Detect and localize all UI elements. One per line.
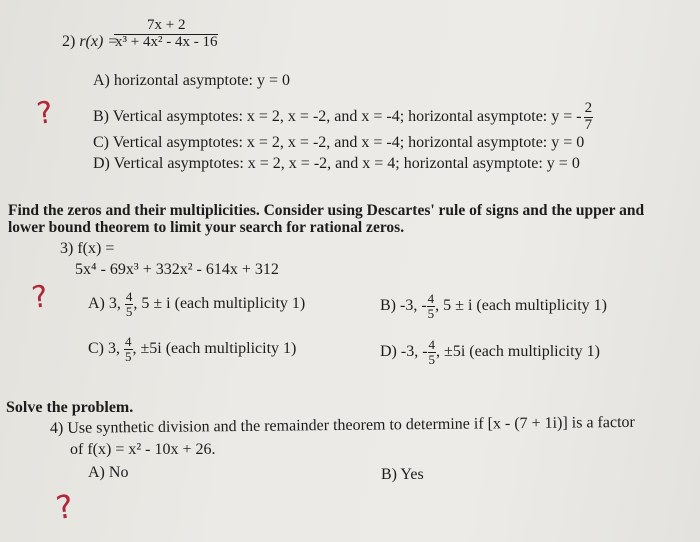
q3-option-d-pre: D) -3, - bbox=[380, 342, 428, 360]
q3-option-c-post: , ±5i (each multiplicity 1) bbox=[132, 339, 297, 357]
q3-option-b[interactable] bbox=[380, 292, 607, 320]
q3-option-d-fraction bbox=[428, 338, 437, 366]
q3-option-b-pre: B) -3, - bbox=[380, 296, 427, 314]
q4-line1: 4) Use synthetic division and the remainder theorem to determine if [x - (7 + 1i)] is a factor bbox=[49, 413, 635, 437]
q3-option-a-post: , 5 ± i (each multiplicity 1) bbox=[133, 294, 306, 312]
q3-option-d-den: 5 bbox=[428, 351, 436, 367]
q2-label bbox=[62, 33, 118, 51]
q2-numerator: 7x + 2 bbox=[114, 18, 218, 35]
q2-handwritten-question-mark: ? bbox=[34, 95, 56, 132]
q3-option-d[interactable] bbox=[380, 338, 600, 366]
q2-option-b[interactable] bbox=[93, 101, 593, 134]
q2-option-b-fraction bbox=[584, 101, 594, 134]
q3-option-d-num: 4 bbox=[428, 337, 436, 352]
q3-option-b-post: , 5 ± i (each multiplicity 1) bbox=[435, 296, 608, 314]
q2-number: 2) bbox=[62, 33, 76, 50]
q3-option-c-fraction bbox=[124, 335, 133, 363]
q3-option-d-post: , ±5i (each multiplicity 1) bbox=[436, 342, 600, 360]
q3-option-c[interactable] bbox=[88, 335, 296, 363]
q3-label: 3) f(x) = bbox=[60, 240, 115, 257]
q3-option-b-fraction bbox=[427, 292, 436, 320]
section1-instructions-line2: lower bound theorem to limit your search for rational zeros. bbox=[8, 219, 405, 236]
q2-option-c[interactable]: C) Vertical asymptotes: x = 2, x = -2, and x = -4; horizontal asymptote: y = 0 bbox=[93, 134, 585, 151]
q2-option-d[interactable]: D) Vertical asymptotes: x = 2, x = -2, and x = 4; horizontal asymptote: y = 0 bbox=[93, 155, 580, 172]
q2-option-b-text: B) Vertical asymptotes: x = 2, x = -2, and x = -4; horizontal asymptote: y = - bbox=[93, 107, 582, 125]
q3-option-b-den: 5 bbox=[427, 305, 435, 321]
q3-option-a-pre: A) 3, bbox=[88, 294, 121, 312]
q3-option-a-num: 4 bbox=[125, 289, 133, 304]
q3-option-a[interactable] bbox=[88, 290, 305, 318]
q4-option-a[interactable]: A) No bbox=[88, 464, 129, 481]
q3-option-a-den: 5 bbox=[125, 303, 133, 319]
q4-line2: of f(x) = x² - 10x + 26. bbox=[70, 441, 216, 458]
q2-option-a[interactable]: A) horizontal asymptote: y = 0 bbox=[93, 72, 290, 89]
q3-handwritten-question-mark: ? bbox=[29, 279, 51, 316]
section1-instructions-line1: Find the zeros and their multiplicities. Consider using Descartes' rule of signs and the upper and bbox=[8, 202, 645, 219]
q2-option-b-den: 7 bbox=[584, 116, 593, 133]
section2-heading: Solve the problem. bbox=[6, 399, 134, 416]
q3-option-c-pre: C) 3, bbox=[88, 339, 120, 357]
q2-option-b-num: 2 bbox=[584, 100, 593, 116]
q3-option-c-den: 5 bbox=[125, 348, 132, 364]
q2-function-name: r(x) = bbox=[79, 33, 119, 50]
q2-denominator: x³ + 4x² - 4x - 16 bbox=[115, 33, 218, 50]
q3-option-c-num: 4 bbox=[125, 334, 132, 349]
q3-option-b-num: 4 bbox=[427, 291, 435, 306]
q3-polynomial: 5x⁴ - 69x³ + 332x² - 614x + 312 bbox=[75, 261, 279, 278]
q4-option-b[interactable]: B) Yes bbox=[381, 466, 424, 483]
q4-handwritten-question-mark: ? bbox=[53, 487, 76, 527]
q2-fraction bbox=[114, 18, 218, 51]
